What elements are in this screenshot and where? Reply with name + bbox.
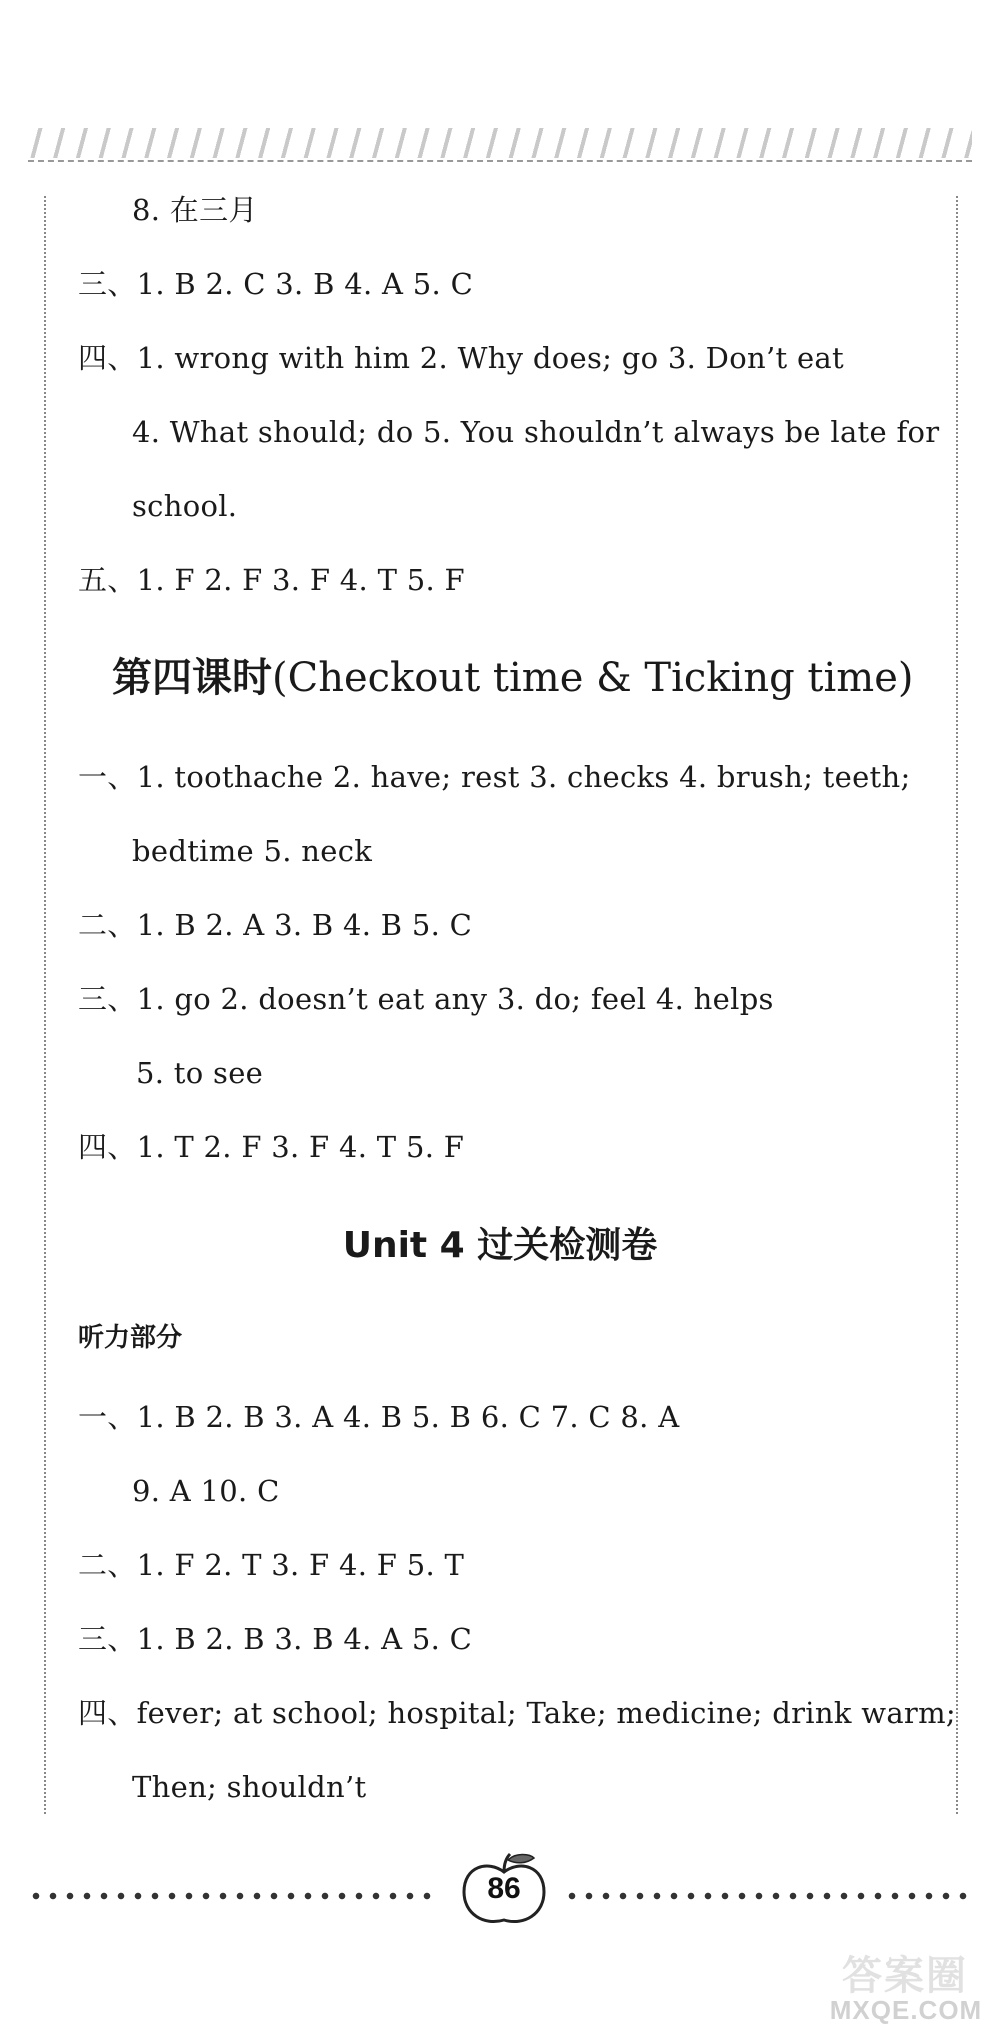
answer-line: 二、1. B 2. A 3. B 4. B 5. C — [78, 908, 473, 942]
header-decoration-band — [28, 128, 972, 158]
answer-line: 4. What should; do 5. You shouldn’t always be late for — [132, 415, 940, 449]
answer-line: bedtime 5. neck — [132, 834, 373, 868]
answer-line: Then; shouldn’t — [132, 1770, 367, 1804]
footer-dots-right — [568, 1891, 972, 1901]
answer-line: 四、1. T 2. F 3. F 4. T 5. F — [78, 1130, 465, 1164]
lesson-heading — [112, 652, 913, 704]
section-subhead: 听力部分 — [78, 1323, 183, 1353]
unit-title: Unit 4 过关检测卷 — [342, 1225, 658, 1266]
answer-line: 四、1. wrong with him 2. Why does; go 3. Don’t eat — [78, 341, 844, 375]
footer-dots-left — [32, 1891, 440, 1901]
page-number: 86 — [487, 1872, 521, 1905]
answer-line: 四、fever; at school; hospital; Take; medicine; drink warm; — [78, 1696, 956, 1730]
answer-line: 三、1. B 2. C 3. B 4. A 5. C — [78, 267, 474, 301]
answer-line: school. — [132, 489, 238, 523]
lesson-heading-en: (Checkout time & Ticking time) — [272, 655, 914, 701]
answer-line: 二、1. F 2. T 3. F 4. F 5. T — [78, 1548, 465, 1582]
answer-line: 5. to see — [136, 1056, 264, 1090]
answer-line: 一、1. toothache 2. have; rest 3. checks 4. brush; teeth; — [78, 760, 911, 794]
right-dotted-border — [956, 196, 958, 1814]
answer-line: 五、1. F 2. F 3. F 4. T 5. F — [78, 563, 465, 597]
answer-line: 8. 在三月 — [132, 193, 258, 227]
lesson-heading-cn: 第四课时 — [112, 655, 272, 701]
watermark-url: MXQE.COM — [829, 1995, 983, 2025]
answer-line: 三、1. go 2. doesn’t eat any 3. do; feel 4. helps — [78, 982, 774, 1016]
answer-line: 三、1. B 2. B 3. B 4. A 5. C — [78, 1622, 473, 1656]
left-dotted-border — [44, 196, 46, 1814]
watermark-logo: 答案圈 — [842, 1953, 968, 1999]
site-watermark — [820, 1944, 992, 2028]
answer-line: 9. A 10. C — [132, 1474, 280, 1508]
answer-line: 一、1. B 2. B 3. A 4. B 5. B 6. C 7. C 8. A — [78, 1400, 680, 1434]
header-dashed-rule — [28, 160, 972, 162]
page-number-badge — [458, 1850, 550, 1928]
